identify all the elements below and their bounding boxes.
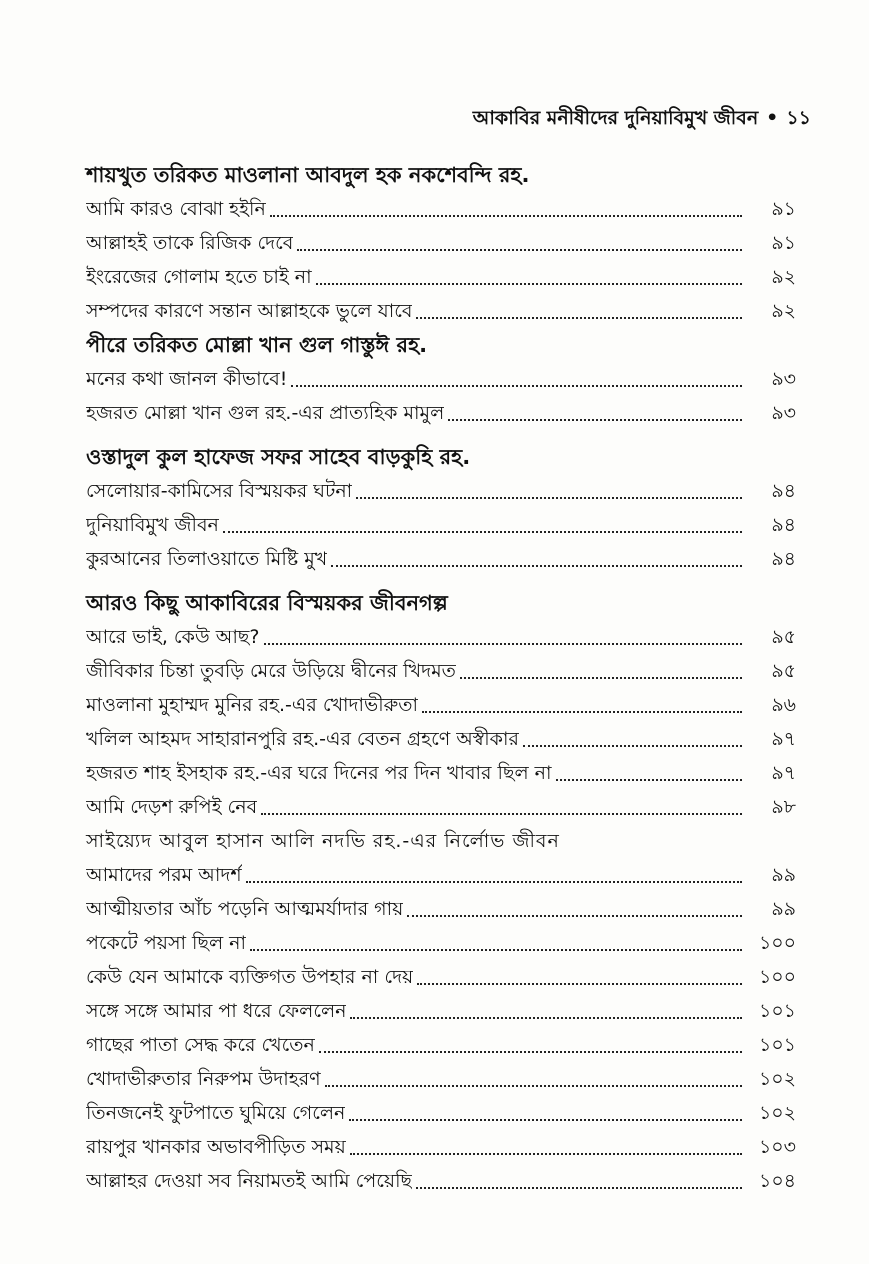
dot-leader (246, 881, 742, 883)
entry-page: ৯৩ (771, 402, 796, 424)
entry-page: ৯৪ (771, 480, 796, 502)
entry-page: ১০৪ (758, 1170, 796, 1192)
toc-entry (86, 192, 796, 226)
toc-entry (86, 1062, 796, 1096)
page-number: ১১ (786, 107, 811, 129)
dot-leader (349, 1119, 742, 1121)
toc-entry (86, 396, 796, 430)
section-heading: পীরে তরিকত মোল্লা খান গুল গাস্তুঈ রহ. (86, 333, 428, 357)
entry-title: আমি দেড়শ রুপিই নেব (86, 796, 258, 818)
dot-leader (264, 643, 742, 645)
entry-page: ৯৮ (771, 796, 796, 818)
toc-entry (86, 474, 796, 508)
toc-entry (86, 960, 796, 994)
dot-leader (223, 531, 742, 533)
entry-title: আত্মীয়তার আঁচ পড়েনি আত্মমর্যাদার গায় (86, 898, 404, 920)
entry-title: হজরত মোল্লা খান গুল রহ.-এর প্রাত্যহিক মামুল (86, 402, 445, 424)
entry-title: কুরআনের তিলাওয়াতে মিষ্টি মুখ (86, 548, 328, 570)
entry-title: আল্লাহই তাকে রিজিক দেবে (86, 232, 294, 254)
running-head-title: আকাবির মনীষীদের দুনিয়াবিমুখ জীবন (472, 107, 759, 129)
toc-entry (86, 756, 796, 790)
entry-title: আল্লাহর দেওয়া সব নিয়ামতই আমি পেয়েছি (86, 1170, 413, 1192)
toc-entry (86, 1096, 796, 1130)
dot-leader (422, 711, 742, 713)
dot-leader (350, 1017, 742, 1019)
entry-title: সম্পদের কারণে সন্তান আল্লাহকে ভুলে যাবে (86, 300, 413, 322)
entry-title-continued: আমাদের পরম আদর্শ (86, 864, 242, 886)
dot-leader (448, 419, 742, 421)
entry-page: ১০০ (758, 932, 796, 954)
entry-title: মাওলানা মুহাম্মদ মুনির রহ.-এর খোদাভীরুতা (86, 694, 418, 716)
entry-page: ৯৩ (771, 368, 796, 390)
entry-page: ৯২ (771, 266, 796, 288)
entry-page: ৯৭ (771, 762, 796, 784)
entry-title: ইংরেজের গোলাম হতে চাই না (86, 266, 312, 288)
toc-section (86, 440, 796, 576)
entry-title: সঙ্গে সঙ্গে আমার পা ধরে ফেললেন (86, 1000, 347, 1022)
entry-page: ৯১ (771, 232, 796, 254)
entry-page: ৯২ (771, 300, 796, 322)
dot-leader (319, 1051, 742, 1053)
toc-section (86, 328, 796, 430)
section-heading: আরও কিছু আকাবিরের বিস্ময়কর জীবনগল্প (86, 591, 448, 615)
entry-title: আমি কারও বোঝা হইনি (86, 198, 266, 220)
entry-title: সাইয়্যেদ আবুল হাসান আলি নদভি রহ.-এর নির্লোভ জীবন (86, 830, 560, 852)
toc-entry (86, 542, 796, 576)
toc-entry (86, 790, 796, 824)
toc-entry (86, 260, 796, 294)
entry-title: মনের কথা জানল কীভাবে! (86, 368, 288, 390)
dot-leader (316, 283, 742, 285)
dot-leader (325, 1085, 742, 1087)
entry-page: ৯৪ (771, 548, 796, 570)
toc-entry (86, 294, 796, 328)
bullet-separator: • (766, 107, 779, 129)
toc-entry (86, 1130, 796, 1164)
entry-title: রায়পুর খানকার অভাবপীড়িত সময় (86, 1136, 346, 1158)
toc-entry (86, 994, 796, 1028)
table-of-contents (86, 158, 796, 1198)
entry-page: ৯৬ (771, 694, 796, 716)
entry-page: ৯৭ (771, 728, 796, 750)
dot-leader (556, 779, 742, 781)
entry-page: ৯১ (771, 198, 796, 220)
dot-leader (523, 745, 742, 747)
toc-entry (86, 688, 796, 722)
entry-page: ৯৫ (771, 660, 796, 682)
running-head (473, 104, 811, 136)
dot-leader (250, 949, 742, 951)
entry-page: ১০৩ (758, 1136, 796, 1158)
entry-title: খোদাভীরুতার নিরুপম উদাহরণ (86, 1068, 321, 1090)
entry-page: ১০২ (758, 1068, 796, 1090)
dot-leader (331, 565, 742, 567)
dot-leader (416, 317, 742, 319)
entry-page: ৯৯ (771, 898, 796, 920)
entry-title: হজরত শাহ ইসহাক রহ.-এর ঘরে দিনের পর দিন খাবার ছিল না (86, 762, 552, 784)
dot-leader (270, 215, 742, 217)
entry-title: জীবিকার চিন্তা তুবড়ি মেরে উড়িয়ে দ্বীনের খিদমত (86, 660, 456, 682)
entry-page: ১০১ (758, 1000, 796, 1022)
entry-page: ৯৫ (771, 626, 796, 648)
entry-page: ৯৪ (771, 514, 796, 536)
dot-leader (417, 983, 742, 985)
toc-entry (86, 620, 796, 654)
toc-entry (86, 508, 796, 542)
entry-title: দুনিয়াবিমুখ জীবন (86, 514, 219, 536)
entry-title: সেলোয়ার-কামিসের বিস্ময়কর ঘটনা (86, 480, 353, 502)
entry-page: ১০২ (758, 1102, 796, 1124)
toc-entry (86, 362, 796, 396)
entry-page: ১০০ (758, 966, 796, 988)
dot-leader (350, 1153, 742, 1155)
entry-title: পকেটে পয়সা ছিল না (86, 932, 247, 954)
toc-entry (86, 892, 796, 926)
entry-title: আরে ভাই, কেউ আছ? (86, 626, 260, 648)
entry-page: ১০১ (758, 1034, 796, 1056)
entry-title: খলিল আহমদ সাহারানপুরি রহ.-এর বেতন গ্রহণে অস্বীকার (86, 728, 519, 750)
toc-entry (86, 926, 796, 960)
toc-entry (86, 722, 796, 756)
dot-leader (356, 497, 742, 499)
entry-title: তিনজনেই ফুটপাতে ঘুমিয়ে গেলেন (86, 1102, 346, 1124)
dot-leader (407, 915, 742, 917)
toc-section (86, 158, 796, 328)
toc-entry (86, 824, 796, 892)
toc-section (86, 586, 796, 1198)
dot-leader (297, 249, 742, 251)
dot-leader (460, 677, 742, 679)
toc-entry (86, 1028, 796, 1062)
toc-entry (86, 1164, 796, 1198)
dot-leader (291, 385, 742, 387)
entry-title: কেউ যেন আমাকে ব্যক্তিগত উপহার না দেয় (86, 966, 414, 988)
dot-leader (261, 813, 742, 815)
toc-entry (86, 226, 796, 260)
entry-page: ৯৯ (771, 864, 796, 886)
section-heading: ওস্তাদুল কুল হাফেজ সফর সাহেব বাড়কুহি রহ. (86, 445, 471, 469)
section-heading: শায়খুত তরিকত মাওলানা আবদুল হক নকশেবন্দি রহ. (86, 163, 530, 187)
entry-title: গাছের পাতা সেদ্ধ করে খেতেন (86, 1034, 315, 1056)
toc-entry (86, 654, 796, 688)
dot-leader (416, 1187, 742, 1189)
